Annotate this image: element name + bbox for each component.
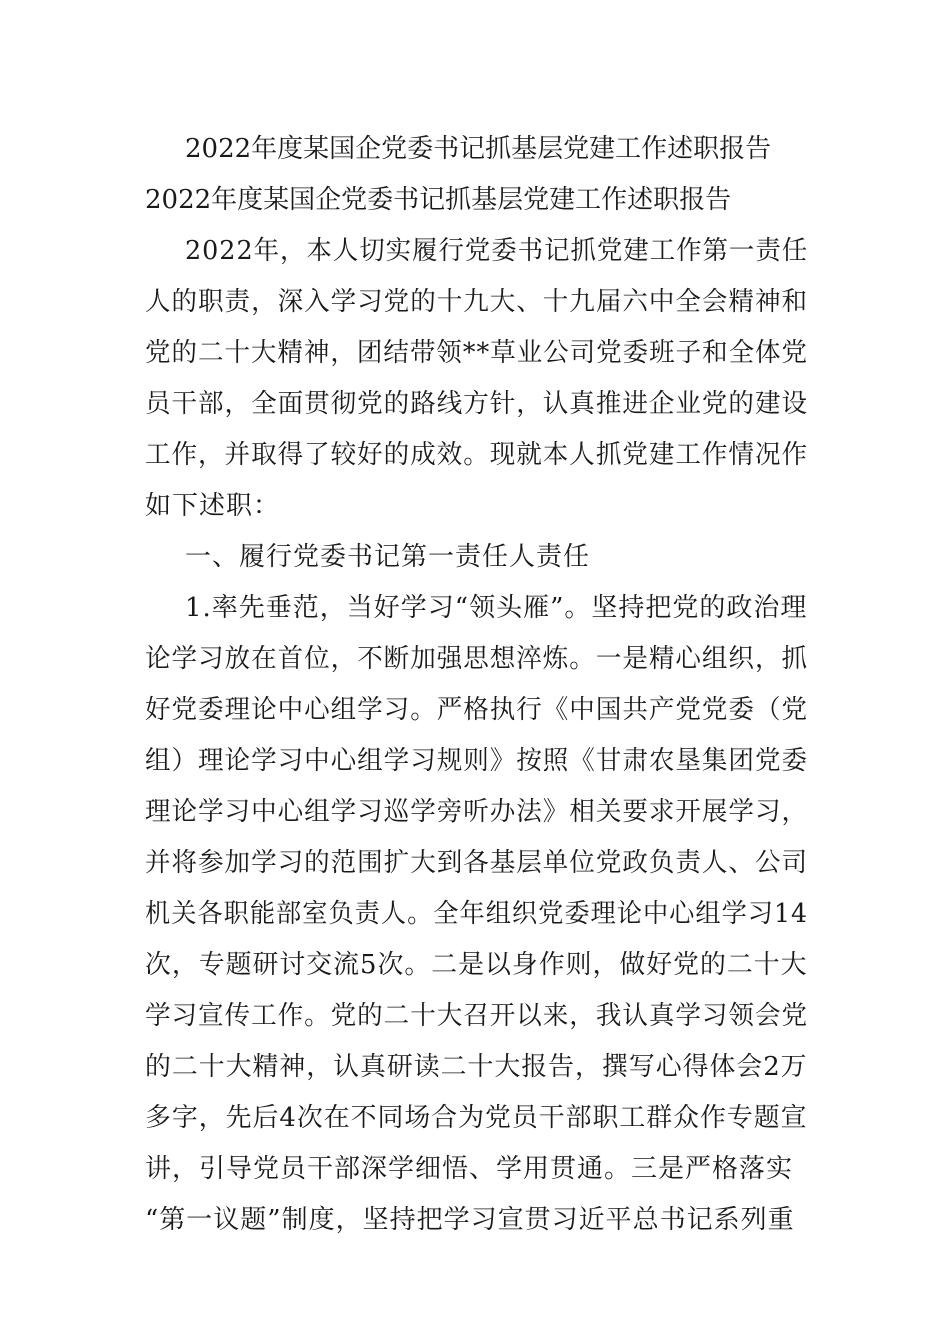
paragraph-line: 的二十大精神，认真研读二十大报告，撰写心得体会2万 xyxy=(145,1052,808,1082)
paragraph-line: 讲，引导党员干部深学细悟、学用贯通。三是严格落实 xyxy=(145,1154,794,1184)
paragraph-line: 组）理论学习中心组学习规则》按照《甘肃农垦集团党委 xyxy=(145,746,809,776)
paragraph-line: 论学习放在首位，不断加强思想淬炼。一是精心组织，抓 xyxy=(145,644,809,674)
paragraph-line: 学习宣传工作。党的二十大召开以来，我认真学习领会党 xyxy=(145,1001,809,1031)
paragraph-line: 理论学习中心组学习巡学旁听办法》相关要求开展学习， xyxy=(145,797,809,827)
paragraph-line: 人的职责，深入学习党的十九大、十九届六中全会精神和 xyxy=(145,287,809,317)
paragraph-line: “第一议题”制度，坚持把学习宣贯习近平总书记系列重 xyxy=(145,1205,795,1235)
paragraph-line: 员干部，全面贯彻党的路线方针，认真推进企业党的建设 xyxy=(145,389,809,419)
paragraph-line: 党的二十大精神，团结带领**草业公司党委班子和全体党 xyxy=(145,338,809,368)
section-heading: 一、履行党委书记第一责任人责任 xyxy=(185,542,591,572)
paragraph-line: 并将参加学习的范围扩大到各基层单位党政负责人、公司 xyxy=(145,848,809,878)
paragraph-line: 次，专题研讨交流5次。二是以身作则，做好党的二十大 xyxy=(145,950,808,980)
paragraph-line: 1.率先垂范，当好学习“领头雁”。坚持把党的政治理 xyxy=(185,593,808,623)
paragraph-line: 机关各职能部室负责人。全年组织党委理论中心组学习14 xyxy=(145,899,809,929)
paragraph-line: 好党委理论中心组学习。严格执行《中国共产党党委（党 xyxy=(145,695,809,725)
paragraph-line: 多字，先后4次在不同场合为党员干部职工群众作专题宣 xyxy=(145,1103,808,1133)
document-title-repeat: 2022年度某国企党委书记抓基层党建工作述职报告 xyxy=(145,185,732,215)
paragraph-line: 2022年，本人切实履行党委书记抓党建工作第一责任 xyxy=(185,236,809,266)
document-title: 2022年度某国企党委书记抓基层党建工作述职报告 xyxy=(185,134,772,164)
paragraph-line: 工作，并取得了较好的成效。现就本人抓党建工作情况作 xyxy=(145,440,809,470)
paragraph-line: 如下述职： xyxy=(145,491,281,521)
